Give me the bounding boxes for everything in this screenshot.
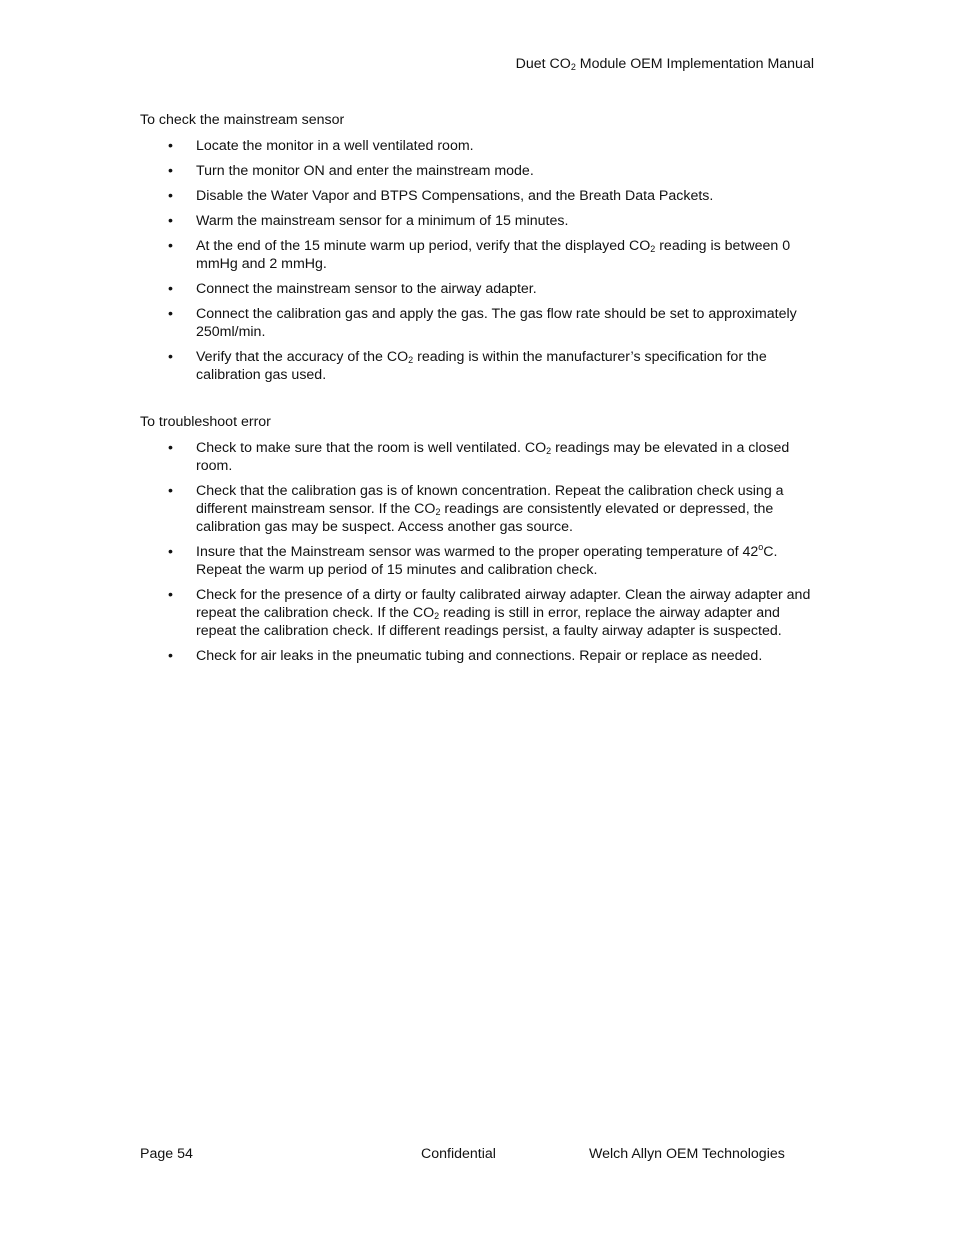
list-item: • Check that the calibration gas is of known concentration. Repeat the calibration check using a different mainstream sensor. If the $CO_2$ readings are consistently elevated or depressed, the calibration gas may be suspect. Access another gas source.	[168, 483, 784, 535]
bullet-icon: •	[168, 440, 173, 456]
header-text-pre: Duet CO	[515, 56, 571, 72]
list-item: • Check for air leaks in the pneumatic tubing and connections. Repair or replace as needed.	[168, 648, 763, 664]
bullet-icon: •	[168, 544, 173, 560]
bullet-icon: •	[168, 138, 173, 154]
bullet-icon: •	[168, 306, 173, 322]
bullet-icon: •	[168, 213, 173, 229]
list-item: • Check for the presence of a dirty or faulty calibrated airway adapter. Clean the airway adapter and repeat the calibration check. If the $CO_2$ reading is still in error, replace the airway adapter and repeat the calibration check. If different readings persist, a faulty airway adapter is suspected.	[168, 587, 811, 639]
bullet-icon: •	[168, 483, 173, 499]
list-item: • Locate the monitor in a well ventilated room.	[168, 138, 474, 154]
bullet-icon: •	[168, 587, 173, 603]
list-item: • Check to make sure that the room is well ventilated. $CO_2$ readings may be elevated in a closed room.	[168, 440, 790, 474]
section-title-troubleshoot: To troubleshoot error	[140, 414, 271, 430]
bullet-icon: •	[168, 349, 173, 365]
list-item: • Warm the mainstream sensor for a minimum of 15 minutes.	[168, 213, 569, 229]
header-subscript: 2	[570, 62, 576, 72]
header-text-post: Module OEM Implementation Manual	[575, 56, 814, 72]
list-item: • Connect the calibration gas and apply the gas. The gas flow rate should be set to approximately 250ml/min.	[168, 306, 797, 340]
list-item: • Insure that the Mainstream sensor was warmed to the proper operating temperature of 42$^o$C. Repeat the warm up period of 15 minutes and calibration check.	[168, 542, 778, 578]
list-item: • At the end of the 15 minute warm up period, verify that the displayed $CO_2$ reading is between 0 mmHg and 2 mmHg.	[168, 238, 791, 272]
list-item: • Disable the Water Vapor and BTPS Compensations, and the Breath Data Packets.	[168, 188, 714, 204]
section-title-check-sensor: To check the mainstream sensor	[140, 112, 345, 128]
check-sensor-steps	[140, 137, 818, 384]
bullet-icon: •	[168, 163, 173, 179]
bullet-icon: •	[168, 238, 173, 254]
troubleshoot-steps	[140, 439, 818, 665]
list-item: • Connect the mainstream sensor to the airway adapter.	[168, 281, 537, 297]
list-item: • Turn the monitor ON and enter the mainstream mode.	[168, 163, 534, 179]
bullet-icon: •	[168, 188, 173, 204]
company-name: Welch Allyn OEM Technologies	[589, 1146, 785, 1162]
page-number: Page 54	[140, 1146, 193, 1162]
main-content	[140, 111, 818, 672]
list-item: • Verify that the accuracy of the $CO_2$ reading is within the manufacturer’s specification for the calibration gas used.	[168, 349, 767, 383]
confidential-label: Confidential	[421, 1146, 496, 1162]
page-footer	[0, 1145, 954, 1165]
bullet-icon: •	[168, 648, 173, 664]
running-header	[516, 55, 814, 73]
bullet-icon: •	[168, 281, 173, 297]
